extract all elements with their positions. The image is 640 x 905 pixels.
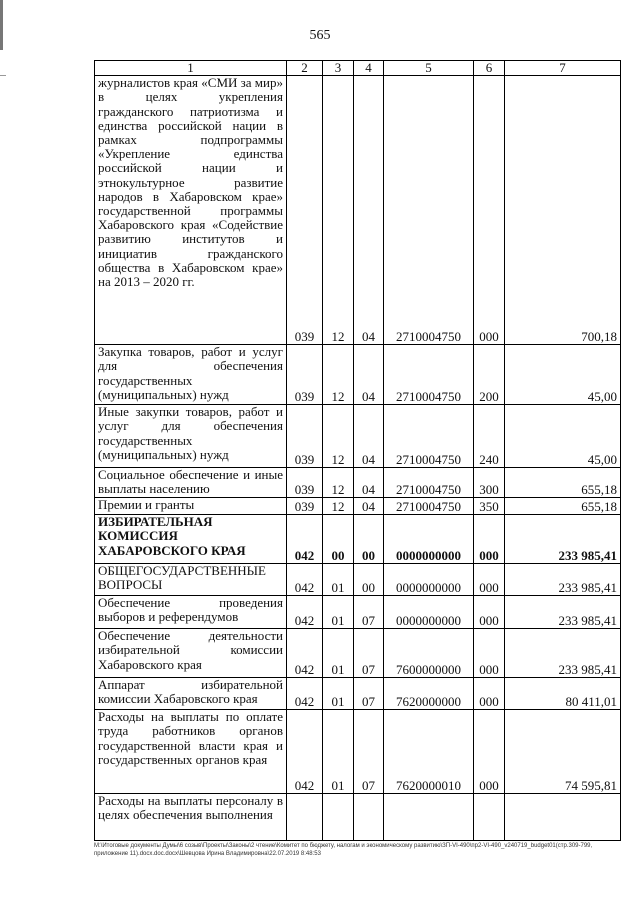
subsection-code: 07 — [354, 629, 384, 678]
header-row — [95, 61, 621, 76]
col-header-7: 7 — [505, 61, 621, 76]
row-name: Расходы на выплаты по оплате труда работников органов государственной власти края и государственных органов края — [95, 710, 287, 794]
subsection-code: 07 — [354, 710, 384, 794]
target-article-code: 2710004750 — [384, 405, 474, 468]
row-name: Обеспечение деятельности избирательной комиссии Хабаровского края — [95, 629, 287, 678]
row-name: ОБЩЕГОСУДАРСТВЕННЫЕ ВОПРОСЫ — [95, 564, 287, 596]
section-code: 12 — [323, 76, 354, 345]
section-code: 12 — [323, 498, 354, 515]
section-code: 12 — [323, 405, 354, 468]
section-code: 01 — [323, 596, 354, 629]
subsection-code: 00 — [354, 564, 384, 596]
table-row — [95, 596, 621, 629]
subsection-code: 07 — [354, 678, 384, 710]
row-name: Расходы на выплаты персоналу в целях обеспечения выполнения — [95, 794, 287, 841]
table-row — [95, 345, 621, 405]
expense-type-code: 000 — [474, 678, 505, 710]
col-header-1: 1 — [95, 61, 287, 76]
subsection-code — [354, 794, 384, 841]
amount: 233 985,41 — [505, 629, 621, 678]
target-article-code: 7600000000 — [384, 629, 474, 678]
target-article-code: 7620000000 — [384, 678, 474, 710]
col-header-2: 2 — [287, 61, 323, 76]
amount: 233 985,41 — [505, 596, 621, 629]
amount: 45,00 — [505, 345, 621, 405]
expense-type-code: 000 — [474, 76, 505, 345]
section-code: 01 — [323, 678, 354, 710]
amount: 233 985,41 — [505, 515, 621, 564]
expense-type-code: 000 — [474, 515, 505, 564]
subsection-code: 04 — [354, 498, 384, 515]
expense-type-code — [474, 794, 505, 841]
table-row — [95, 405, 621, 468]
target-article-code: 2710004750 — [384, 345, 474, 405]
col-header-5: 5 — [384, 61, 474, 76]
amount: 45,00 — [505, 405, 621, 468]
amount: 655,18 — [505, 468, 621, 498]
subsection-code: 04 — [354, 345, 384, 405]
table-row — [95, 629, 621, 678]
subsection-code: 00 — [354, 515, 384, 564]
row-name: Аппарат избирательной комиссии Хабаровского края — [95, 678, 287, 710]
kvsr-code: 042 — [287, 629, 323, 678]
kvsr-code: 042 — [287, 596, 323, 629]
subsection-code: 04 — [354, 76, 384, 345]
target-article-code: 2710004750 — [384, 468, 474, 498]
row-name: Иные закупки товаров, работ и услуг для обеспечения государственных (муниципальных) нужд — [95, 405, 287, 468]
subsection-code: 07 — [354, 596, 384, 629]
kvsr-code: 039 — [287, 405, 323, 468]
expense-type-code: 300 — [474, 468, 505, 498]
expense-type-code: 240 — [474, 405, 505, 468]
table-row — [95, 515, 621, 564]
expense-type-code: 000 — [474, 564, 505, 596]
section-code: 00 — [323, 515, 354, 564]
target-article-code — [384, 794, 474, 841]
row-name: Закупка товаров, работ и услуг для обеспечения государственных (муниципальных) нужд — [95, 345, 287, 405]
row-name: Премии и гранты — [95, 498, 287, 515]
file-path-footer: M:\Итоговые документы Думы\6 созыв\Проекты\Законы\2 чтение\Комитет по бюджету, налогам и экономическому развитию\ЗП-VI-490\пр2-VI-490_v240719_budget01(стр.309-799, приложение 11).docx.doc.docx\Шевцова Ирина Владимировна\22.07.2019 8:48:53 — [94, 843, 593, 857]
col-header-4: 4 — [354, 61, 384, 76]
row-name: журналистов края «СМИ за мир» в целях укрепления гражданского патриотизма и единства российской нации в рамках подпрограммы «Укрепление единства российской нации и этнокультурное развитие народов в Хабаровском крае» государственной программы Хабаровского края «Содействие развитию институтов и инициатив гражданского общества в Хабаровском крае» на 2013 – 2020 гг. — [95, 76, 287, 345]
kvsr-code: 039 — [287, 76, 323, 345]
amount: 655,18 — [505, 498, 621, 515]
amount: 700,18 — [505, 76, 621, 345]
section-code: 01 — [323, 564, 354, 596]
expense-type-code: 000 — [474, 596, 505, 629]
table-row — [95, 794, 621, 841]
col-header-3: 3 — [323, 61, 354, 76]
target-article-code: 2710004750 — [384, 498, 474, 515]
target-article-code: 0000000000 — [384, 564, 474, 596]
amount: 233 985,41 — [505, 564, 621, 596]
expense-type-code: 350 — [474, 498, 505, 515]
kvsr-code: 039 — [287, 498, 323, 515]
amount: 74 595,81 — [505, 710, 621, 794]
kvsr-code: 042 — [287, 678, 323, 710]
row-name: ИЗБИРАТЕЛЬНАЯ КОМИССИЯ ХАБАРОВСКОГО КРАЯ — [95, 515, 287, 564]
scan-edge-dash — [0, 75, 6, 76]
table-row — [95, 564, 621, 596]
col-header-6: 6 — [474, 61, 505, 76]
budget-table — [94, 60, 621, 841]
kvsr-code: 042 — [287, 515, 323, 564]
target-article-code: 0000000000 — [384, 596, 474, 629]
section-code — [323, 794, 354, 841]
amount: 80 411,01 — [505, 678, 621, 710]
amount — [505, 794, 621, 841]
table-row — [95, 498, 621, 515]
kvsr-code — [287, 794, 323, 841]
kvsr-code: 042 — [287, 710, 323, 794]
kvsr-code: 039 — [287, 468, 323, 498]
section-code: 01 — [323, 629, 354, 678]
kvsr-code: 039 — [287, 345, 323, 405]
page-number: 565 — [309, 28, 331, 43]
row-name: Обеспечение проведения выборов и референдумов — [95, 596, 287, 629]
expense-type-code: 000 — [474, 710, 505, 794]
table-row — [95, 710, 621, 794]
expense-type-code: 000 — [474, 629, 505, 678]
table-row — [95, 76, 621, 345]
section-code: 12 — [323, 468, 354, 498]
expense-type-code: 200 — [474, 345, 505, 405]
kvsr-code: 042 — [287, 564, 323, 596]
target-article-code: 7620000010 — [384, 710, 474, 794]
table-row — [95, 678, 621, 710]
target-article-code: 0000000000 — [384, 515, 474, 564]
subsection-code: 04 — [354, 468, 384, 498]
section-code: 12 — [323, 345, 354, 405]
subsection-code: 04 — [354, 405, 384, 468]
section-code: 01 — [323, 710, 354, 794]
table-row — [95, 468, 621, 498]
row-name: Социальное обеспечение и иные выплаты населению — [95, 468, 287, 498]
target-article-code: 2710004750 — [384, 76, 474, 345]
